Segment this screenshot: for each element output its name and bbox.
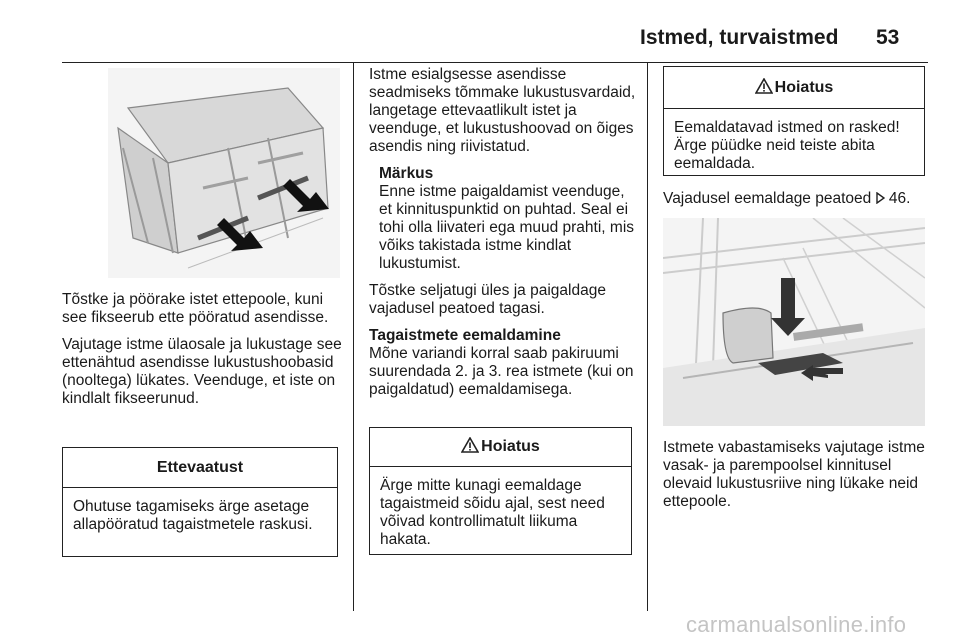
- left-paragraph-1: Tõstke ja pöörake istet ettepoole, kuni see fikseerub ette pööratud asendisse.: [62, 291, 329, 326]
- middle-paragraph-2: Tõstke seljatugi üles ja paigaldage vajadusel peatoed tagasi.: [369, 282, 606, 317]
- note-text: Enne istme paigaldamist veenduge, et kinnituspunktid on puhtad. Seal ei tohi olla liivateri ega muud prahti, mis võiks takistada istme kindlat lukustumist.: [379, 183, 635, 272]
- note-title: Märkus: [379, 165, 434, 182]
- footer-watermark: carmanualsonline.info: [686, 612, 907, 637]
- right-warning-box: [663, 66, 925, 176]
- seat-folding-illustration: [108, 68, 340, 278]
- column-divider-2: [647, 63, 648, 611]
- column-divider-1: [353, 63, 354, 611]
- caution-box: [62, 447, 338, 557]
- warning-title: Hoiatus: [774, 79, 834, 96]
- page-header-title: Istmed, turvaistmed: [640, 26, 839, 49]
- warning-text: Ärge mitte kunagi eemaldage tagaistmeid sõidu ajal, sest need võivad kontrollimatult liikuma hakata.: [380, 477, 605, 548]
- caution-text: Ohutuse tagamiseks ärge asetage allapööratud tagaistmetele raskusi.: [73, 498, 313, 533]
- warning-icon: [461, 437, 479, 453]
- right-paragraph-2: Istmete vabastamiseks vajutage istme vasak- ja parempoolsel kinnitusel olevaid lukustusriive ning lükake neid ettepoole.: [663, 439, 925, 510]
- warning-title: Hoiatus: [481, 438, 540, 455]
- middle-paragraph-1: Istme esialgsesse asendisse seadmiseks tõmmake lukustusvardaid, langetage ettevaatlikult istet ja veenduge, et lukustushoovad on õiges asendis ning riivistatud.: [369, 66, 636, 155]
- right-paragraph-1: Vajadusel eemaldage peatoed 46.: [663, 190, 911, 207]
- left-paragraph-2: Vajutage istme ülaosale ja lukustage see ettenähtud asendisse lukustushoobasid (nooltega) lükates. Veenduge, et iste on kindlalt fikseerunud.: [62, 336, 342, 407]
- warning-icon: [755, 78, 773, 94]
- subheading-removal: Tagaistmete eemaldamine: [369, 327, 561, 344]
- page-number: 53: [876, 26, 900, 49]
- warning-text: Eemaldatavad istmed on rasked! Ärge püüdke neid teiste abita eemaldada.: [674, 119, 900, 172]
- seat-lock-illustration: [663, 218, 925, 426]
- header-rule: [62, 62, 928, 63]
- cross-reference-icon: [876, 192, 885, 204]
- caution-title: Ettevaatust: [63, 448, 337, 488]
- middle-warning-box: [369, 427, 632, 555]
- middle-paragraph-3: Mõne variandi korral saab pakiruumi suurendada 2. ja 3. rea istmete (kui on paigaldatud) eemaldamisega.: [369, 345, 634, 398]
